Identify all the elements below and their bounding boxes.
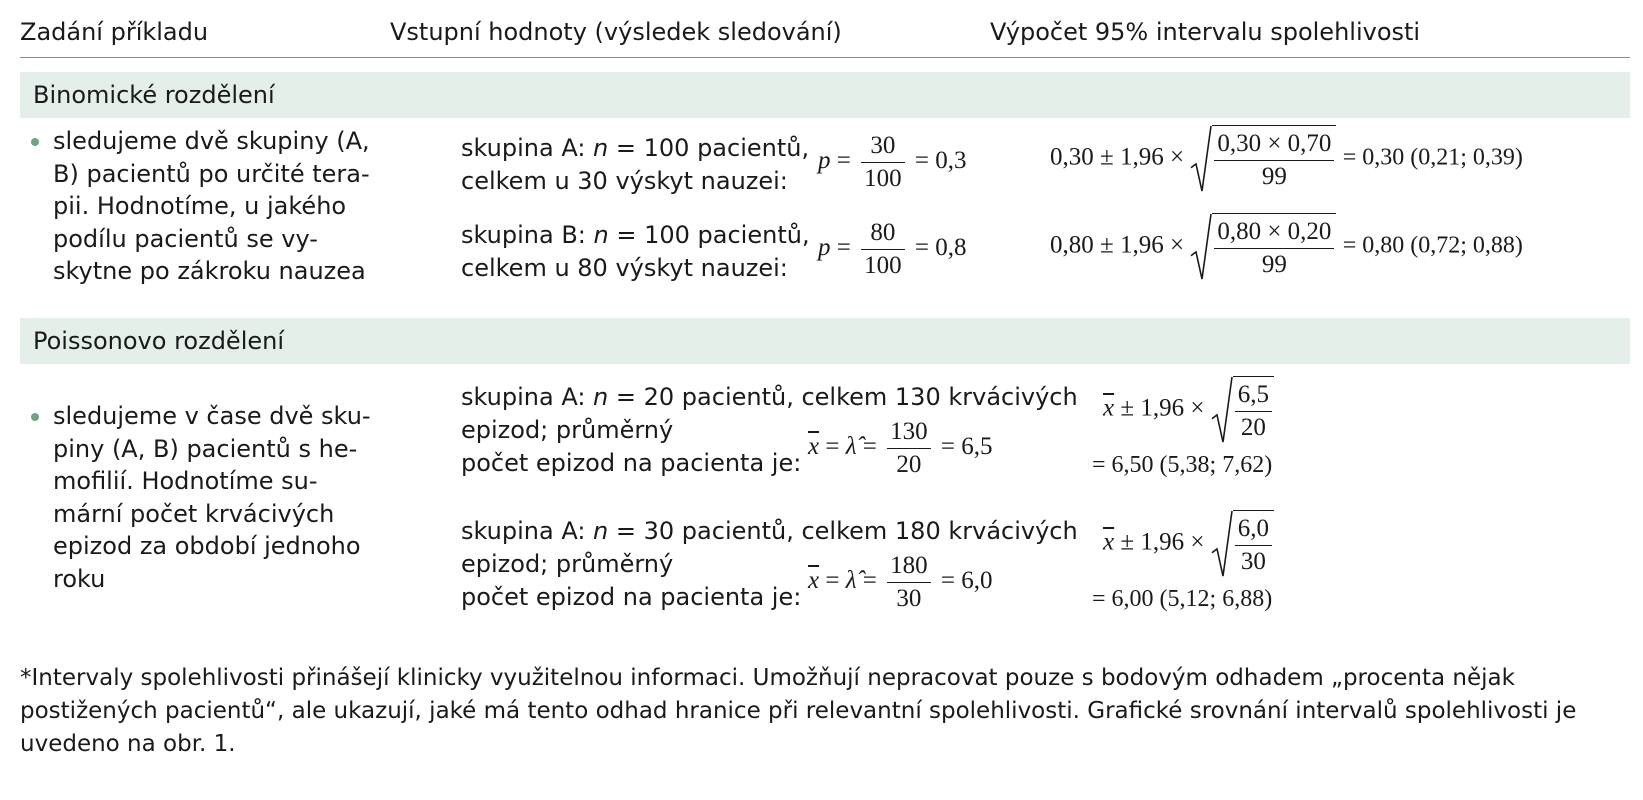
section-title-poisson: Poissonovo rozdělení bbox=[33, 327, 285, 355]
description-line: roku bbox=[53, 564, 106, 593]
binomial-ci-formula-b: 0,80 ± 1,96 × $\frac{0,80 \times 0,20}{99}$ = 0,80 (0,72; 0,88) bbox=[1050, 213, 1523, 281]
poisson-ci-formula-b: $\overline{x} \pm 1,96$ × $\frac{6,0}{30}$ bbox=[1103, 510, 1274, 578]
sqrt-icon bbox=[1190, 125, 1212, 193]
poisson-mean-formula-a: $\overline{x}$ = λ̂ = $\frac{130}{20}$ = 6,5 bbox=[808, 418, 993, 478]
description-line: B) pacientů po určité tera- bbox=[53, 159, 370, 188]
description-line: pii. Hodnotíme, u jakého bbox=[53, 192, 347, 220]
binomial-description bbox=[53, 125, 370, 288]
description-line: mární počet krvácivých bbox=[53, 499, 335, 528]
description-line: podílu pacientů se vy- bbox=[53, 224, 318, 253]
description-line: sledujeme dvě skupiny (A, bbox=[53, 127, 370, 155]
binomial-ci-formula-a: 0,30 ± 1,96 × $\frac{0,30 \times 0,70}{99}$ = 0,30 (0,21; 0,39) bbox=[1050, 125, 1523, 193]
poisson-mean-formula-b: $\overline{x}$ = λ̂ = $\frac{180}{30}$ = 6,0 bbox=[808, 552, 993, 612]
description-line: piny (A, B) pacientů s he- bbox=[53, 434, 358, 463]
sqrt-icon bbox=[1211, 510, 1233, 578]
binomial-p-formula-b: p = $\frac{80}{100}$ = 0,8 bbox=[818, 219, 967, 279]
sqrt-icon bbox=[1211, 376, 1233, 444]
sqrt-icon bbox=[1190, 213, 1212, 281]
poisson-input-b: skupina A: n = 30 pacientů, celkem 180 krvácivých epizod; průměrný počet epizod na pacienta je: bbox=[461, 517, 1078, 611]
header-col-example: Zadání příkladu bbox=[20, 18, 209, 46]
description-line: mofilií. Hodnotíme su- bbox=[53, 467, 318, 495]
poisson-description bbox=[53, 400, 371, 595]
binomial-p-formula-a: p = $\frac{30}{100}$ = 0,3 bbox=[818, 132, 967, 192]
description-line: sledujeme v čase dvě sku- bbox=[53, 402, 371, 430]
binomial-input-a: skupina A: n = 100 pacientů, celkem u 30 výskyt nauzei: bbox=[461, 134, 810, 195]
poisson-input-a: skupina A: n = 20 pacientů, celkem 130 krvácivých epizod; průměrný počet epizod na pacienta je: bbox=[461, 383, 1078, 477]
section-title-binomial: Binomické rozdělení bbox=[33, 81, 275, 109]
header-col-ci: Výpočet 95% intervalu spolehlivosti bbox=[990, 18, 1421, 46]
poisson-ci-result-a: = 6,50 (5,38; 7,62) bbox=[1092, 452, 1273, 478]
bullet-icon bbox=[31, 413, 39, 421]
section-band-poisson bbox=[20, 318, 1630, 364]
poisson-ci-formula-a: $\overline{x} \pm 1,96$ × $\frac{6,5}{20}$ bbox=[1103, 376, 1274, 444]
binomial-input-b: skupina B: n = 100 pacientů, celkem u 80 výskyt nauzei: bbox=[461, 221, 810, 282]
header-rule bbox=[20, 57, 1630, 58]
section-band-binomial bbox=[20, 72, 1630, 118]
description-line: epizod za období jednoho bbox=[53, 532, 361, 560]
bullet-icon bbox=[31, 138, 39, 146]
footnote: *Intervaly spolehlivosti přinášejí klinicky využitelnou informaci. Umožňují nepracovat pouze s bodovým odhadem „procenta nějak postižených pacientů“, ale ukazují, jaké má tento odhad hranice při relevantní spolehlivosti. Grafické srovnání intervalů spolehlivosti je uvedeno na obr. 1. bbox=[20, 665, 1577, 757]
description-line: skytne po zákroku nauzea bbox=[53, 257, 366, 285]
poisson-ci-result-b: = 6,00 (5,12; 6,88) bbox=[1092, 586, 1273, 612]
header-col-inputs: Vstupní hodnoty (výsledek sledování) bbox=[390, 18, 842, 46]
